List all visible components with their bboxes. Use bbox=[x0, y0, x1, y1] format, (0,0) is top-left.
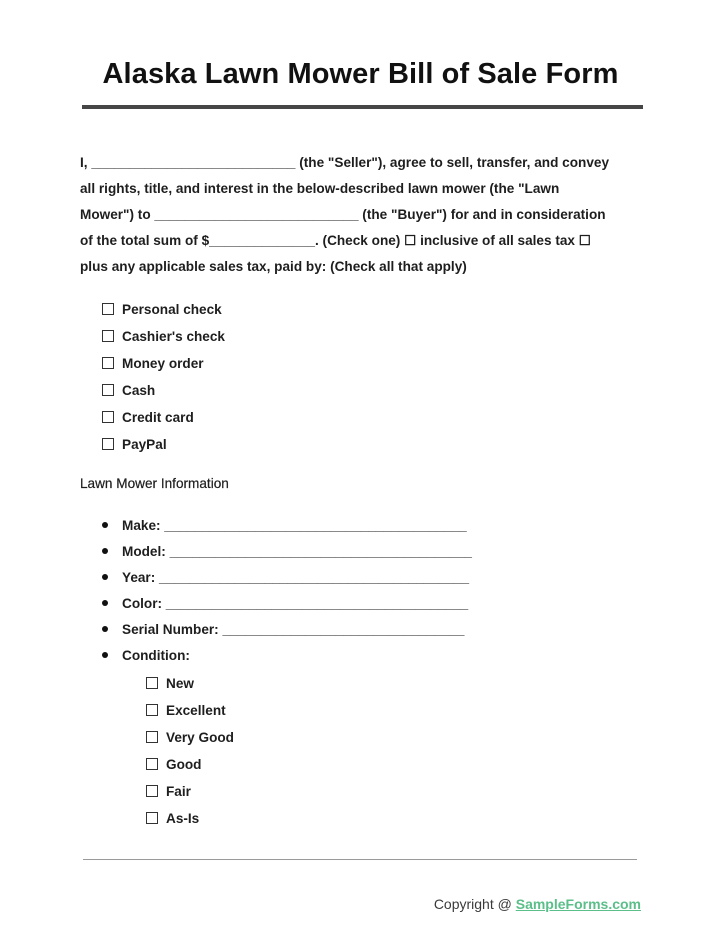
bullet-icon bbox=[102, 626, 108, 632]
checkbox-icon[interactable] bbox=[102, 303, 114, 315]
info-field bbox=[102, 565, 472, 591]
payment-option-label: PayPal bbox=[122, 437, 167, 452]
info-field bbox=[102, 643, 472, 669]
info-field-label: Serial Number: ________________________________ bbox=[122, 622, 465, 637]
section-heading: Lawn Mower Information bbox=[80, 476, 229, 491]
footer-divider bbox=[83, 859, 637, 860]
checkbox-icon[interactable] bbox=[146, 758, 158, 770]
condition-option[interactable] bbox=[146, 670, 234, 697]
info-field bbox=[102, 539, 472, 565]
info-field bbox=[102, 591, 472, 617]
condition-option[interactable] bbox=[146, 697, 234, 724]
payment-option[interactable] bbox=[102, 323, 225, 350]
checkbox-icon[interactable] bbox=[146, 731, 158, 743]
condition-option[interactable] bbox=[146, 751, 234, 778]
payment-option-label: Credit card bbox=[122, 410, 194, 425]
checkbox-icon[interactable] bbox=[102, 411, 114, 423]
agreement-line: all rights, title, and interest in the below-described lawn mower (the "Lawn bbox=[80, 181, 560, 196]
info-field bbox=[102, 513, 472, 539]
info-field-label: Make: ________________________________________ bbox=[122, 518, 467, 533]
condition-option-label: Good bbox=[166, 757, 202, 772]
checkbox-icon[interactable] bbox=[102, 438, 114, 450]
condition-option-label: Excellent bbox=[166, 703, 226, 718]
info-field-label: Color: ________________________________________ bbox=[122, 596, 469, 611]
agreement-line: plus any applicable sales tax, paid by: (Check all that apply) bbox=[80, 259, 467, 274]
agreement-paragraph bbox=[80, 150, 650, 280]
agreement-line: I, ___________________________ (the "Seller"), agree to sell, transfer, and convey bbox=[80, 155, 610, 170]
condition-list bbox=[146, 670, 234, 832]
payment-option-label: Cashier's check bbox=[122, 329, 225, 344]
payment-option-label: Cash bbox=[122, 383, 156, 398]
lawn-mower-info-list bbox=[102, 513, 472, 669]
checkbox-icon[interactable] bbox=[102, 330, 114, 342]
payment-option[interactable] bbox=[102, 431, 225, 458]
payment-option[interactable] bbox=[102, 377, 225, 404]
page-title: Alaska Lawn Mower Bill of Sale Form bbox=[102, 58, 619, 90]
bullet-icon bbox=[102, 548, 108, 554]
payment-option[interactable] bbox=[102, 296, 225, 323]
condition-option-label: New bbox=[166, 676, 194, 691]
condition-option[interactable] bbox=[146, 805, 234, 832]
bullet-icon bbox=[102, 652, 108, 658]
checkbox-icon[interactable] bbox=[146, 812, 158, 824]
payment-option-label: Personal check bbox=[122, 302, 222, 317]
payment-method-list bbox=[102, 296, 225, 458]
bullet-icon bbox=[102, 600, 108, 606]
payment-option-label: Money order bbox=[122, 356, 204, 371]
copyright-prefix: Copyright @ bbox=[433, 896, 516, 912]
checkbox-icon[interactable] bbox=[146, 704, 158, 716]
condition-option-label: Very Good bbox=[166, 730, 234, 745]
payment-option[interactable] bbox=[102, 404, 225, 431]
condition-option-label: As-Is bbox=[166, 811, 200, 826]
condition-option[interactable] bbox=[146, 724, 234, 751]
info-field bbox=[102, 617, 472, 643]
condition-option[interactable] bbox=[146, 778, 234, 805]
bullet-icon bbox=[102, 574, 108, 580]
brand-link[interactable]: SampleForms.com bbox=[515, 896, 641, 912]
bullet-icon bbox=[102, 522, 108, 528]
info-field-label: Condition: bbox=[122, 648, 190, 663]
condition-option-label: Fair bbox=[166, 784, 191, 799]
checkbox-icon[interactable] bbox=[146, 785, 158, 797]
checkbox-icon[interactable] bbox=[102, 384, 114, 396]
copyright bbox=[434, 896, 641, 912]
info-field-label: Model: ________________________________________ bbox=[122, 544, 472, 559]
checkbox-icon[interactable] bbox=[146, 677, 158, 689]
title-divider bbox=[82, 105, 643, 109]
info-field-label: Year: _________________________________________ bbox=[122, 570, 469, 585]
checkbox-icon[interactable] bbox=[102, 357, 114, 369]
payment-option[interactable] bbox=[102, 350, 225, 377]
agreement-line: Mower") to ___________________________ (the "Buyer") for and in consideration bbox=[80, 207, 606, 222]
agreement-line: of the total sum of $______________. (Check one) ☐ inclusive of all sales tax ☐ bbox=[80, 233, 591, 248]
